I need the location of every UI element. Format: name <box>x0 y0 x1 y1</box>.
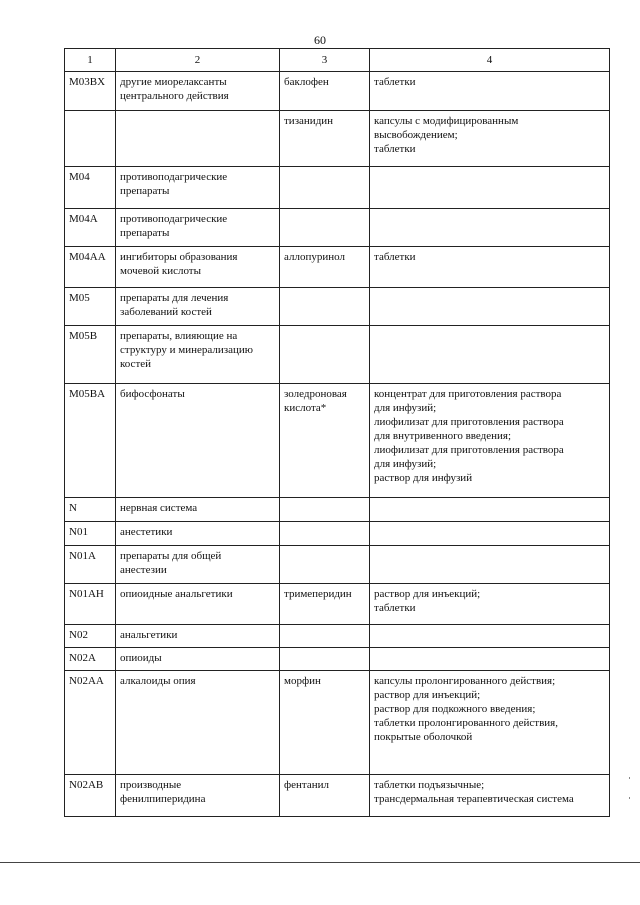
group-name-cell: бифосфонаты <box>116 384 280 498</box>
substance-cell: тримеперидин <box>280 584 370 625</box>
table-row <box>65 648 610 671</box>
table-body <box>65 72 610 817</box>
dosage-forms-cell <box>370 522 610 546</box>
column-header-4: 4 <box>370 49 610 72</box>
substance-cell <box>280 288 370 326</box>
dosage-forms-cell <box>370 648 610 671</box>
substance-cell: золедроновая кислота* <box>280 384 370 498</box>
group-name-cell: опиоиды <box>116 648 280 671</box>
table-row <box>65 775 610 817</box>
table-row <box>65 209 610 247</box>
table-row <box>65 167 610 209</box>
group-name-cell <box>116 111 280 167</box>
atc-code-cell: N02AA <box>65 671 116 775</box>
atc-code-cell: N <box>65 498 116 522</box>
dosage-forms-cell: концентрат для приготовления раствора для инфузий; лиофилизат для приготовления раствора для внутривенного введения; лиофилизат для приготовления раствора для инфузий; раствор для инфузий <box>370 384 610 498</box>
table-row <box>65 111 610 167</box>
table-row <box>65 522 610 546</box>
drug-table <box>64 48 610 817</box>
column-header-1: 1 <box>65 49 116 72</box>
table-row <box>65 72 610 111</box>
dosage-forms-cell <box>370 288 610 326</box>
table-row <box>65 288 610 326</box>
atc-code-cell: M04 <box>65 167 116 209</box>
bottom-divider <box>0 862 640 863</box>
scan-speck <box>629 777 630 779</box>
substance-cell <box>280 522 370 546</box>
group-name-cell: ингибиторы образования мочевой кислоты <box>116 247 280 288</box>
group-name-cell: опиоидные анальгетики <box>116 584 280 625</box>
substance-cell <box>280 209 370 247</box>
scan-speck <box>629 797 630 799</box>
dosage-forms-cell: капсулы пролонгированного действия; раствор для инъекций; раствор для подкожного введения; таблетки пролонгированного действия, покрытые оболочкой <box>370 671 610 775</box>
substance-cell: баклофен <box>280 72 370 111</box>
atc-code-cell: M05 <box>65 288 116 326</box>
table-row <box>65 326 610 384</box>
dosage-forms-cell <box>370 625 610 648</box>
atc-code-cell: M05BA <box>65 384 116 498</box>
dosage-forms-cell <box>370 546 610 584</box>
group-name-cell: противоподагрические препараты <box>116 167 280 209</box>
atc-code-cell: N01 <box>65 522 116 546</box>
group-name-cell: алкалоиды опия <box>116 671 280 775</box>
table-row <box>65 546 610 584</box>
group-name-cell: препараты для общей анестезии <box>116 546 280 584</box>
group-name-cell: анальгетики <box>116 625 280 648</box>
substance-cell: морфин <box>280 671 370 775</box>
substance-cell <box>280 498 370 522</box>
page-number: 60 <box>314 33 326 47</box>
table-row <box>65 671 610 775</box>
atc-code-cell: N02A <box>65 648 116 671</box>
column-header-3: 3 <box>280 49 370 72</box>
table-row <box>65 584 610 625</box>
substance-cell <box>280 167 370 209</box>
group-name-cell: противоподагрические препараты <box>116 209 280 247</box>
atc-code-cell <box>65 111 116 167</box>
table-row <box>65 384 610 498</box>
dosage-forms-cell <box>370 209 610 247</box>
dosage-forms-cell: капсулы с модифицированным высвобождением; таблетки <box>370 111 610 167</box>
dosage-forms-cell <box>370 326 610 384</box>
group-name-cell: производные фенилпиперидина <box>116 775 280 817</box>
substance-cell <box>280 648 370 671</box>
dosage-forms-cell <box>370 498 610 522</box>
dosage-forms-cell: раствор для инъекций; таблетки <box>370 584 610 625</box>
dosage-forms-cell: таблетки подъязычные; трансдермальная терапевтическая система <box>370 775 610 817</box>
table-row <box>65 247 610 288</box>
group-name-cell: препараты для лечения заболеваний костей <box>116 288 280 326</box>
table-header-row <box>65 49 610 72</box>
substance-cell <box>280 625 370 648</box>
atc-code-cell: M05B <box>65 326 116 384</box>
dosage-forms-cell: таблетки <box>370 247 610 288</box>
group-name-cell: анестетики <box>116 522 280 546</box>
group-name-cell: другие миорелаксанты центрального действия <box>116 72 280 111</box>
substance-cell: аллопуринол <box>280 247 370 288</box>
substance-cell: фентанил <box>280 775 370 817</box>
dosage-forms-cell <box>370 167 610 209</box>
atc-code-cell: M04AA <box>65 247 116 288</box>
substance-cell <box>280 546 370 584</box>
atc-code-cell: M03BX <box>65 72 116 111</box>
atc-code-cell: N01A <box>65 546 116 584</box>
table-row <box>65 625 610 648</box>
atc-code-cell: N02AB <box>65 775 116 817</box>
atc-code-cell: N01AH <box>65 584 116 625</box>
group-name-cell: нервная система <box>116 498 280 522</box>
atc-code-cell: M04A <box>65 209 116 247</box>
group-name-cell: препараты, влияющие на структуру и минерализацию костей <box>116 326 280 384</box>
column-header-2: 2 <box>116 49 280 72</box>
atc-code-cell: N02 <box>65 625 116 648</box>
table-row <box>65 498 610 522</box>
dosage-forms-cell: таблетки <box>370 72 610 111</box>
substance-cell: тизанидин <box>280 111 370 167</box>
substance-cell <box>280 326 370 384</box>
